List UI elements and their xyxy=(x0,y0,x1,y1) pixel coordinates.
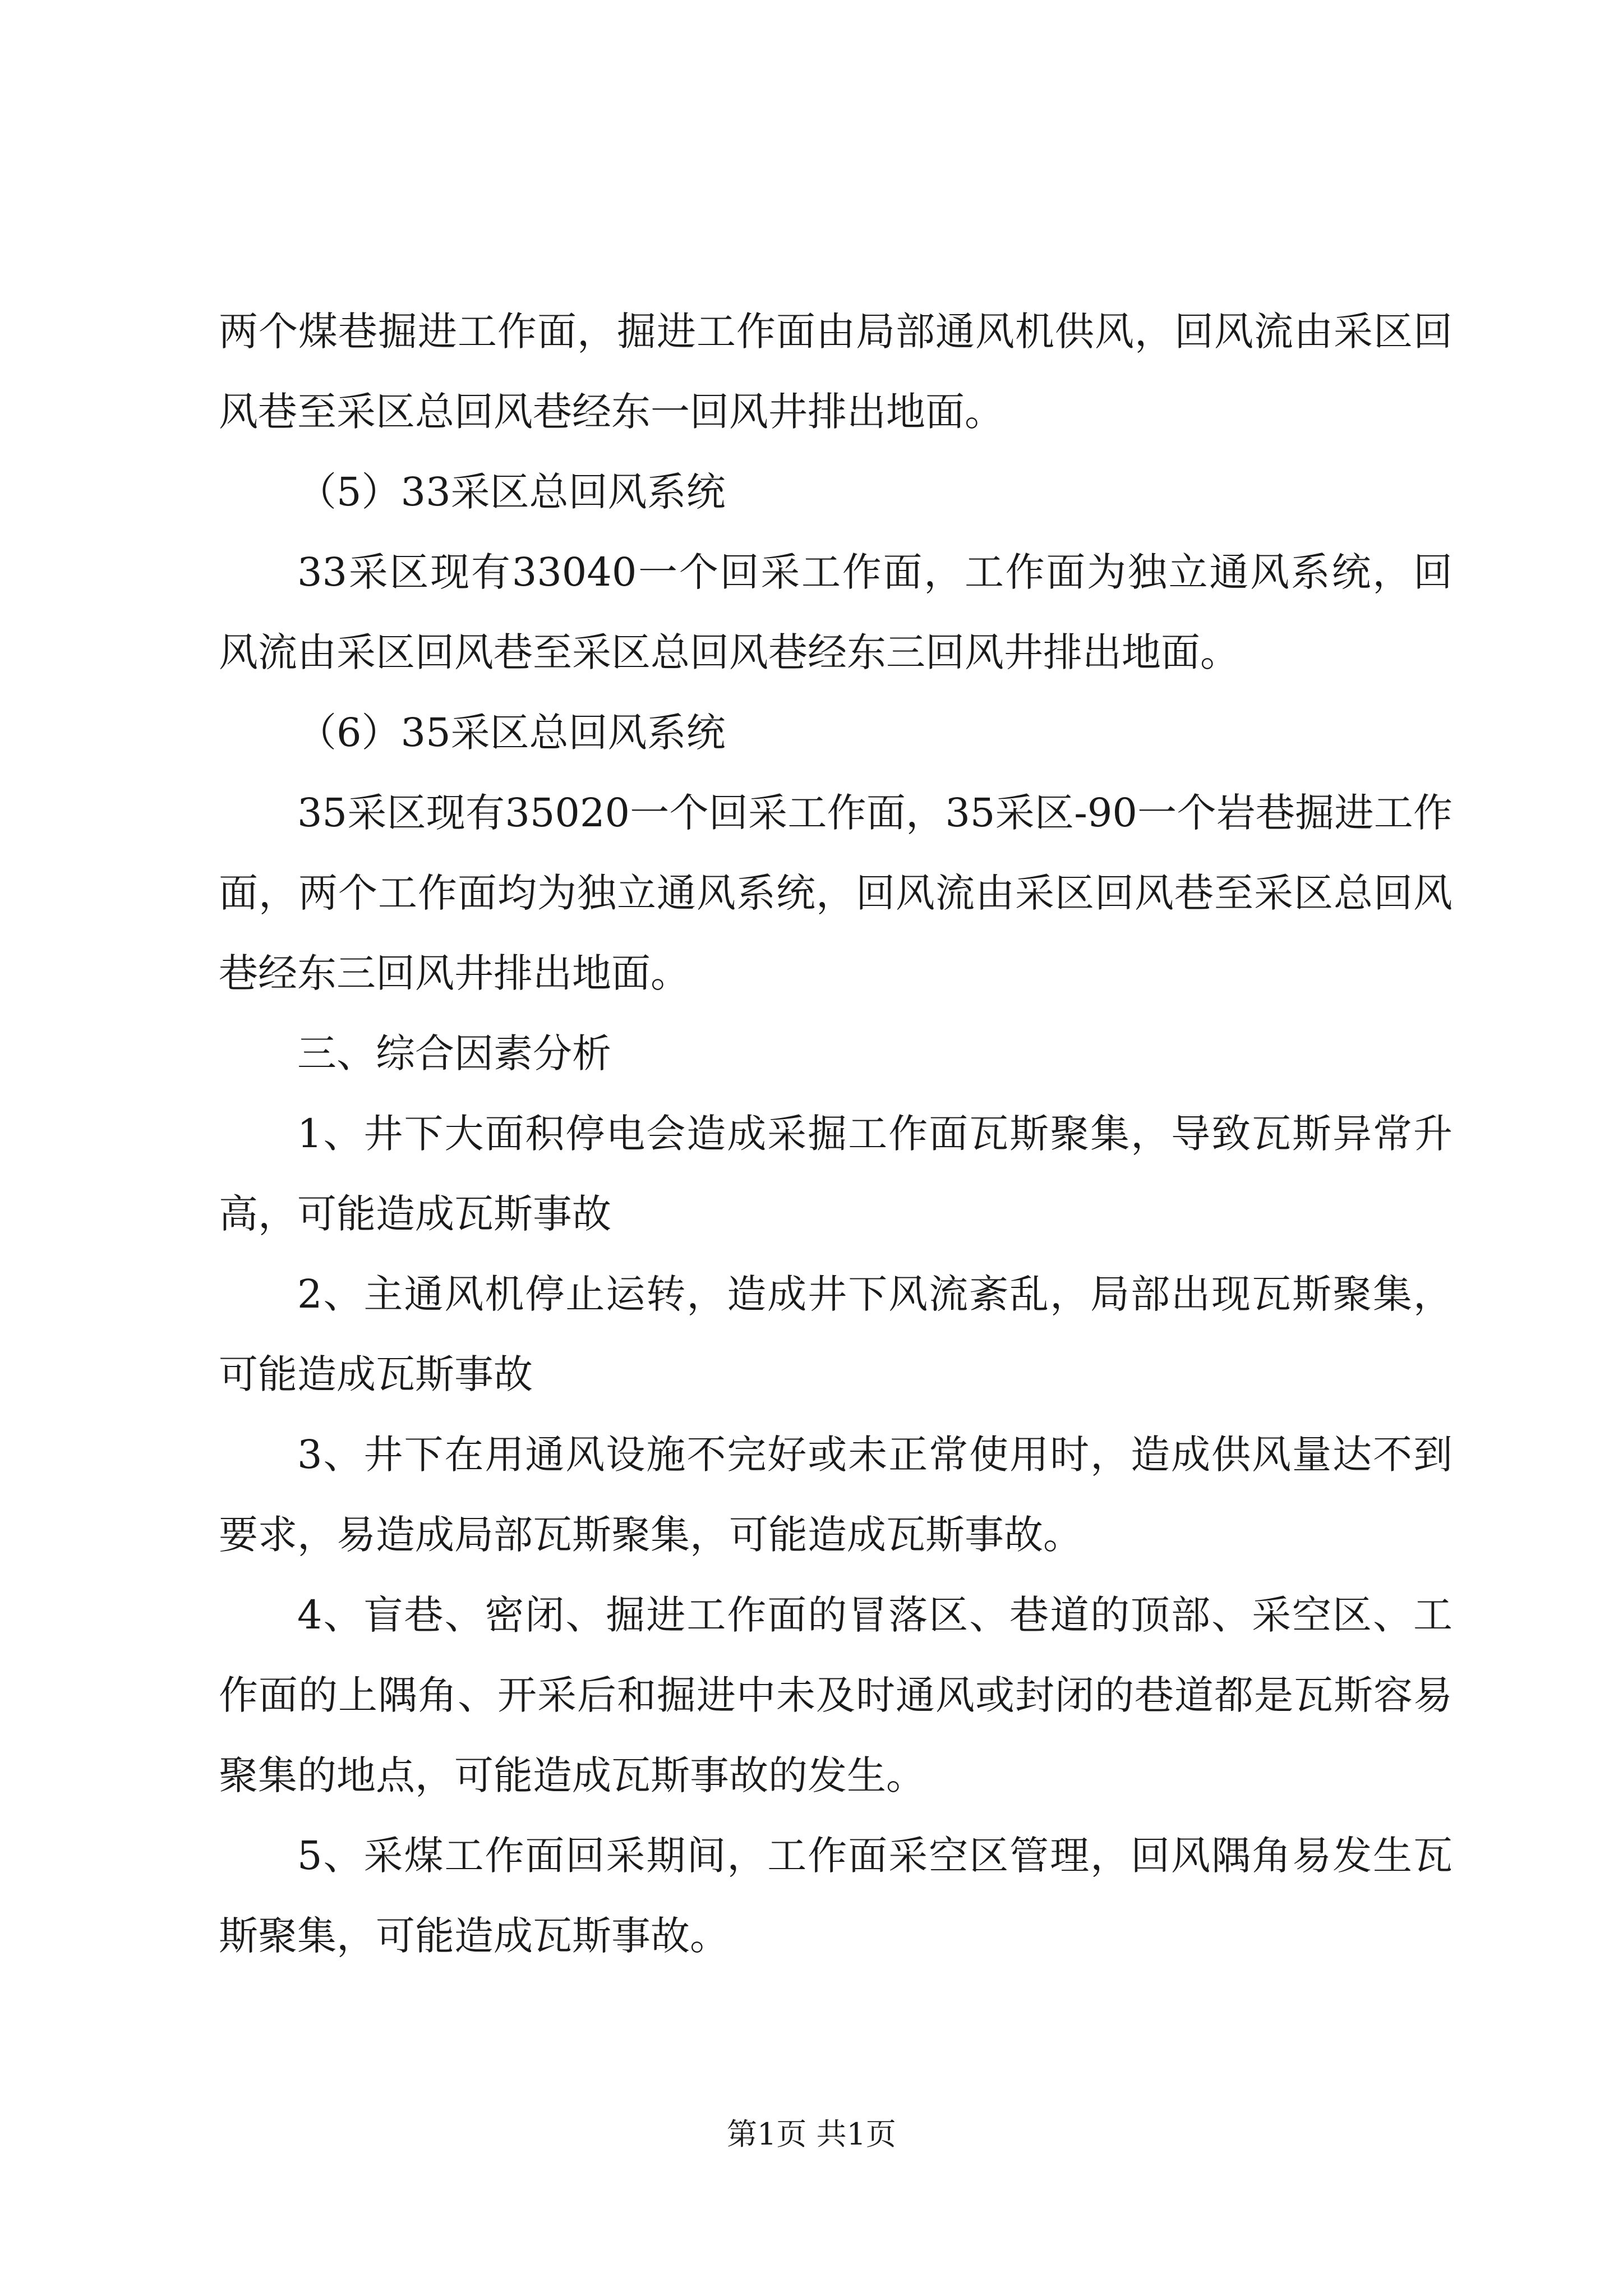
analysis-item-2: 2、主通风机停止运转，造成井下风流紊乱，局部出现瓦斯聚集，可能造成瓦斯事故 xyxy=(219,1271,1453,1397)
document-body xyxy=(219,292,1453,1976)
page-number-label: 第1页 共1页 xyxy=(727,2116,896,2152)
analysis-item-4: 4、盲巷、密闭、掘进工作面的冒落区、巷道的顶部、采空区、工作面的上隅角、开采后和掘进中未及时通风或封闭的巷道都是瓦斯容易聚集的地点，可能造成瓦斯事故的发生。 xyxy=(219,1592,1453,1798)
analysis-item-3: 3、井下在用通风设施不完好或未正常使用时，造成供风量达不到要求，易造成局部瓦斯聚集，可能造成瓦斯事故。 xyxy=(219,1432,1453,1558)
paragraph-1: 两个煤巷掘进工作面，掘进工作面由局部通风机供风，回风流由采区回风巷至采区总回风巷经东一回风井排出地面。 xyxy=(219,309,1453,435)
paragraph-35-description: 35采区现有35020一个回采工作面，35采区-90一个岩巷掘进工作面，两个工作面均为独立通风系统，回风流由采区回风巷至采区总回风巷经东三回风井排出地面。 xyxy=(219,790,1453,996)
analysis-item-5: 5、采煤工作面回采期间，工作面采空区管理，回风隅角易发生瓦斯聚集，可能造成瓦斯事故。 xyxy=(219,1833,1453,1959)
section-heading-analysis: 三、综合因素分析 xyxy=(297,1030,611,1076)
paragraph-33-description: 33采区现有33040一个回采工作面，工作面为独立通风系统，回风流由采区回风巷至采区总回风巷经东三回风井排出地面。 xyxy=(219,549,1453,675)
section-heading-35: （6）35采区总回风系统 xyxy=(297,710,726,756)
page-footer xyxy=(0,2115,1623,2154)
section-heading-33: （5）33采区总回风系统 xyxy=(297,469,726,515)
analysis-item-1: 1、井下大面积停电会造成采掘工作面瓦斯聚集，导致瓦斯异常升高，可能造成瓦斯事故 xyxy=(219,1111,1453,1237)
